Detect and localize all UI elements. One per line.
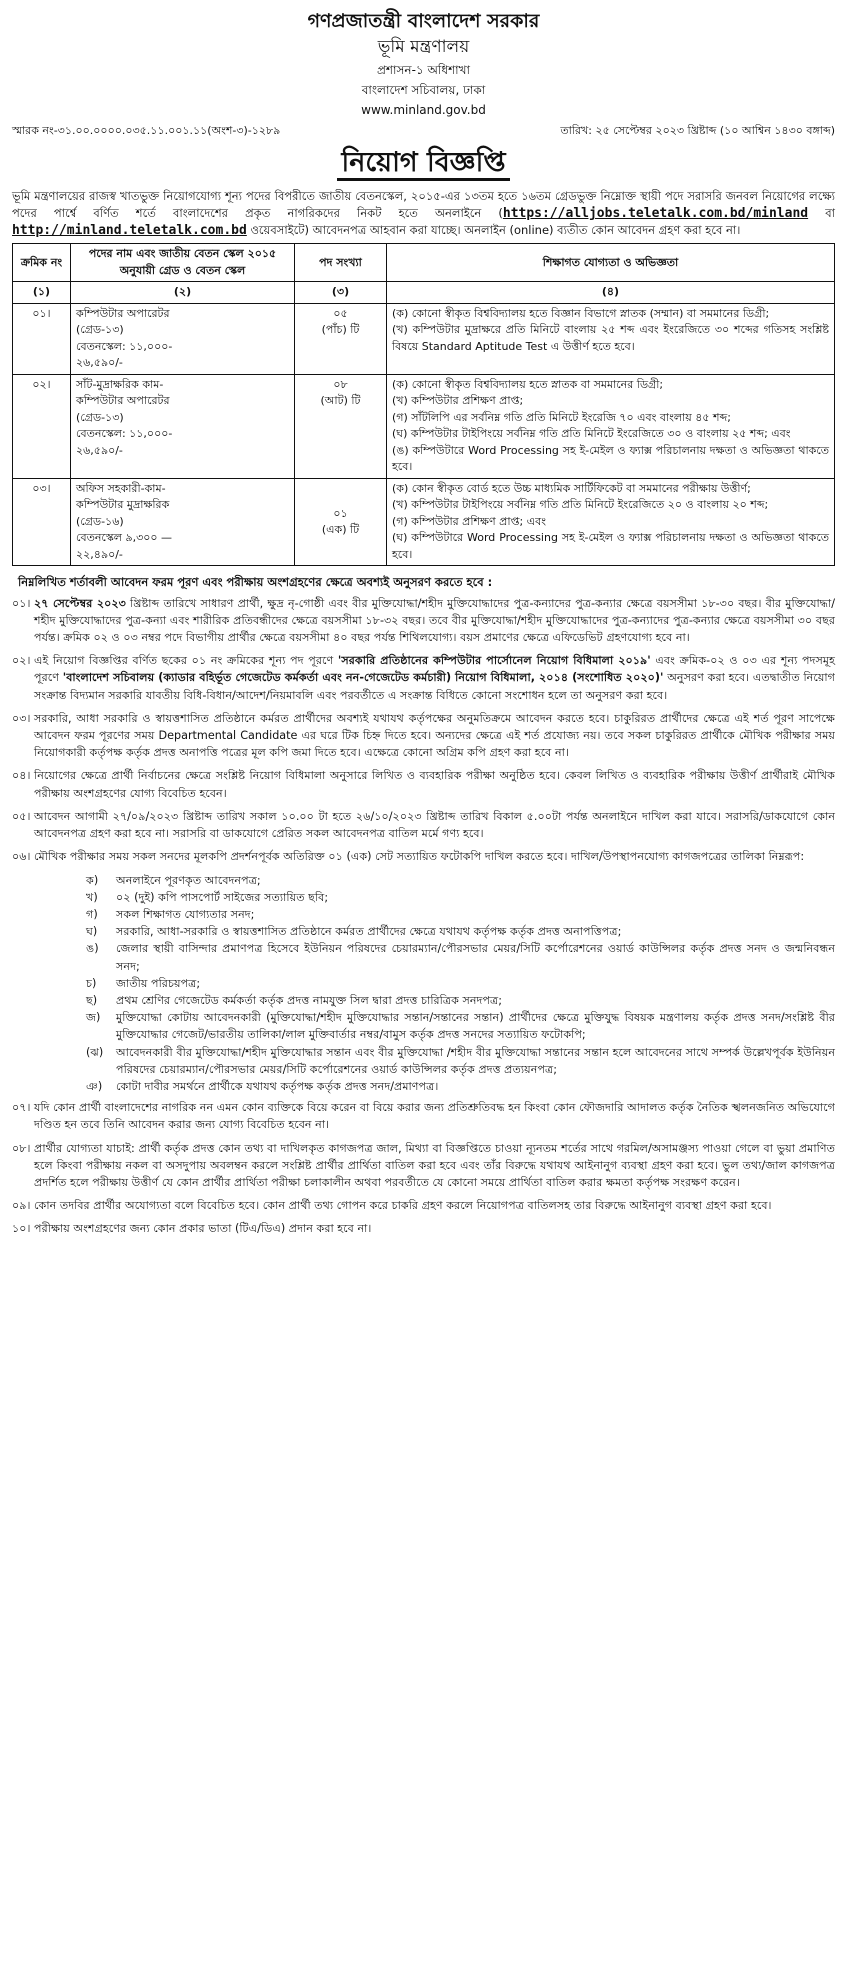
- condition-text: [34, 652, 835, 704]
- condition-number: ০৮।: [12, 1141, 31, 1155]
- condition-text: আবেদন আগামী ২৭/০৯/২০২৩ খ্রিষ্টাব্দ তারিখ সকাল ১০.০০ টা হতে ২৬/১০/২০২৩ খ্রিষ্টাব্দ তারিখ বিকাল ৫.০০টা পর্যন্ত অনলাইনে দাখিল করা যাবে। সরাসরি/ডাকযোগে কোন আবেদনপত্র গ্রহণ করা হবে না। সরাসরি বা ডাকযোগে প্রেরিত সকল আবেদনপত্র বাতিল মর্মে গণ্য হবে।: [34, 809, 835, 841]
- list-item-text: সরকারি, আধা-সরকারি ও স্বায়ত্তশাসিত প্রতিষ্ঠানে কর্মরত প্রার্থীদের ক্ষেত্রে যথাযথ কর্তৃপক্ষ কর্তৃক প্রদত্ত অনাপত্তিপত্র;: [116, 925, 622, 939]
- condition-text: সরকারি, আধা সরকারি ও স্বায়ত্তশাসিত প্রতিষ্ঠানে কর্মরত প্রার্থীদের অবশ্যই যথাযথ কর্তৃপক্ষের অনুমতিক্রমে আবেদন করতে হবে। চাকুরিরত প্রার্থীদের ক্ষেত্রে এই শর্ত পূরণ সাপেক্ষে আবেদন ফরম পূরণের সময় Departmental Candidate এর ঘরে টিক চিহ্ন দিতে হবে। অন্যদের ক্ষেত্রে এই শর্ত প্রযোজ্য নয়। তবে সকল চাকুরিরত প্রার্থীকে মৌখিক পরীক্ষার সময় নিয়োগকারী কর্তৃপক্ষ কর্তৃক প্রদত্ত অনাপত্তি পত্রের মূল কপি জমা দিতে হবে। এক্ষেত্রে কোনো অগ্রিম কপি গ্রহণ করা হবে না।: [34, 711, 835, 760]
- letterhead: [12, 8, 835, 120]
- document-checklist: [86, 872, 835, 1096]
- post-count: ০১: [333, 506, 348, 520]
- alljobs-link[interactable]: https://alljobs.teletalk.com.bd/minland: [502, 206, 809, 222]
- qualification-item: (গ) কম্পিউটার প্রশিক্ষণ প্রাপ্ত; এবং: [392, 514, 546, 528]
- condition-number: ০৪।: [12, 769, 31, 783]
- list-item: [86, 975, 835, 992]
- condition-text-body: এই নিয়োগ বিজ্ঞপ্তির বর্ণিত ছকের ০১ নং ক্রমিকের শূন্য পদ পূরণে: [34, 654, 338, 668]
- post-name-cell: [71, 374, 295, 478]
- condition-number: ০২।: [12, 654, 31, 668]
- list-item: [86, 992, 835, 1009]
- condition-item: [12, 848, 835, 865]
- ministry-name: ভূমি মন্ত্রণালয়: [377, 37, 470, 57]
- condition-text-body: এবং ক্রমিক-০২ ও ০৩ এর শূন্য পদসমূহ পূরণে: [34, 654, 835, 685]
- post-name-line: (গ্রেড-১৩): [76, 410, 124, 424]
- post-name-line: ২২,৪৯০/-: [76, 547, 123, 561]
- condition-item: [12, 652, 835, 704]
- post-count-cell: [295, 478, 387, 566]
- condition-emphasis: 'সরকারি প্রতিষ্ঠানের কম্পিউটার পার্সোনেল নিয়োগ বিধিমালা ২০১৯': [337, 654, 651, 668]
- column-number: (২): [71, 282, 295, 304]
- column-number: (৪): [387, 282, 835, 304]
- condition-number: ০৬।: [12, 850, 31, 864]
- condition-emphasis: ২৭ সেপ্টেম্বর ২০২৩: [34, 596, 126, 610]
- row-serial: ০২।: [13, 374, 71, 478]
- intro-paragraph: [12, 188, 835, 239]
- post-count-words: (আট) টি: [320, 394, 361, 408]
- post-name-line: কম্পিউটার অপারেটর: [76, 306, 170, 320]
- list-item-text: সকল শিক্ষাগত যোগ্যতার সনদ;: [116, 907, 255, 921]
- qualification-item: (ঘ) কম্পিউটার টাইপিংয়ে সর্বনিম্ন গতি প্রতি মিনিটে ইংরেজিতে ৩০ ও বাংলায় ২৫ শব্দ; এবং: [392, 427, 791, 441]
- list-item-text: কোটা দাবীর সমর্থনে প্রার্থীকে যথাযথ কর্তৃপক্ষ কর্তৃক প্রদত্ত সনদ/প্রমাণপত্র।: [116, 1079, 439, 1093]
- qualification-item: (ক) কোন স্বীকৃত বোর্ড হতে উচ্চ মাধ্যমিক সার্টিফিকেট বা সমমানের পরীক্ষায় উত্তীর্ণ;: [392, 481, 751, 495]
- condition-text: কোন তদবির প্রার্থীর অযোগ্যতা বলে বিবেচিত হবে। কোন প্রার্থী তথ্য গোপন করে চাকরি গ্রহণ করলে নিয়োগপত্র বাতিলসহ তার বিরুদ্ধে আইনানুগ ব্যবস্থা গ্রহণ করা হবে।: [34, 1199, 772, 1213]
- table-row: [13, 374, 835, 478]
- condition-text: [34, 595, 835, 647]
- post-name-line: বেতনস্কেল: ১১,০০০-: [76, 427, 173, 441]
- condition-number: ১০।: [12, 1222, 31, 1236]
- table-row: [13, 303, 835, 374]
- list-item-text: জাতীয় পরিচয়পত্র;: [116, 976, 201, 990]
- teletalk-link[interactable]: http://minland.teletalk.com.bd: [12, 223, 247, 239]
- list-item-key: ঙ): [86, 942, 99, 956]
- list-item-key: ঘ): [86, 925, 98, 939]
- intro-text-or: বা: [808, 206, 835, 221]
- list-item-key: (ঝ): [86, 1045, 104, 1059]
- list-item-text: অনলাইনে পূরণকৃত আবেদনপত্র;: [116, 873, 261, 887]
- list-item: [86, 872, 835, 889]
- row-serial: ০১।: [13, 303, 71, 374]
- condition-text: নিয়োগের ক্ষেত্রে প্রার্থী নির্বাচনের ক্ষেত্রে সংশ্লিষ্ট নিয়োগ বিধিমালা অনুসারে লিখিত ও ব্যবহারিক পরীক্ষা অনুষ্ঠিত হবে। কেবল লিখিত ও ব্যবহারিক পরীক্ষায় উত্তীর্ণ প্রার্থীরাই মৌখিক পরীক্ষায় অংশগ্রহণের যোগ্য বিবেচিত হবেন।: [34, 769, 835, 800]
- list-item: [86, 940, 835, 974]
- post-name-cell: [71, 478, 295, 566]
- qualification-item: (ঙ) কম্পিউটারে Word Processing সহ ই-মেইল ও ফ্যাক্স পরিচালনায় দক্ষতা ও অভিজ্ঞতা থাকতে হবে।: [392, 443, 829, 474]
- intro-text-start: ভূমি মন্ত্রণালয়ের রাজস্ব খাতভুক্ত নিয়োগযোগ্য শূন্য পদের বিপরীতে জাতীয় বেতনস্কেল, ২০১৫-এর ১৩তম হতে ১৬তম গ্রেডভুক্ত নিম্নোক্ত স্থায়ী পদে সরাসরি জনবল নিয়োগের লক্ষ্যে পদের পার্শ্বে বর্ণিত শর্তে বাংলাদেশের প্রকৃত নাগরিকদের নিকট হতে অনলাইনে (: [12, 189, 835, 221]
- list-item-text: আবেদনকারী বীর মুক্তিযোদ্ধা/শহীদ মুক্তিযোদ্ধার সন্তান এবং বীর মুক্তিযোদ্ধা /শহীদ বীর মুক্তিযোদ্ধা সন্তানের সন্তান হলে আবেদনের সাথে সম্পর্ক উল্লেখপূর্বক ইউনিয়ন পরিষদের চেয়ারম্যান/পৌরসভার মেয়র/সিটি কর্পোরেশনের ওয়ার্ড কাউন্সিলর কর্তৃক প্রদত্ত প্রত্যয়নপত্র;: [116, 1045, 835, 1076]
- qualification-cell: [387, 478, 835, 566]
- qualification-item: (ক) কোনো স্বীকৃত বিশ্ববিদ্যালয় হতে স্নাতক বা সমমানের ডিগ্রী;: [392, 377, 664, 391]
- condition-text: পরীক্ষায় অংশগ্রহণের জন্য কোন প্রকার ভাতা (টিএ/ডিএ) প্রদান করা হবে না।: [34, 1222, 372, 1236]
- list-item-text: জেলার স্থায়ী বাসিন্দার প্রমাণপত্র হিসেবে ইউনিয়ন পরিষদের চেয়ারম্যান/পৌরসভার মেয়র/সিটি কর্পোরেশনের ওয়ার্ড কাউন্সিলর কর্তৃক প্রদত্ত সনদ ও জন্মনিবন্ধন সনদ;: [116, 942, 835, 973]
- post-name-line: (গ্রেড-১৩): [76, 323, 124, 337]
- header-post-name: পদের নাম এবং জাতীয় বেতন স্কেল ২০১৫ অনুযায়ী গ্রেড ও বেতন স্কেল: [71, 244, 295, 282]
- condition-text-body: খ্রিষ্টাব্দ তারিখে সাধারণ প্রার্থী, ক্ষুদ্র নৃ-গোষ্ঠী এবং বীর মুক্তিযোদ্ধা/শহীদ মুক্তিযোদ্ধাদের পুত্র-কন্যাদের পুত্র-কন্যার ক্ষেত্রে বয়সসীমা ১৮-৩০ বছর। বীর মুক্তিযোদ্ধা/শহীদ মুক্তিযোদ্ধাদের পুত্র-কন্যা এবং শারীরিক প্রতিবন্ধীদের ক্ষেত্রে বয়সসীমা ১৮-৩২ বছর। তবে বীর মুক্তিযোদ্ধা/শহীদ মুক্তিযোদ্ধাদের পুত্র-কন্যাদের পুত্র-কন্যার ক্ষেত্রে বয়সসীমা ৩০ বছর পর্যন্ত। ক্রমিক ০২ ও ০৩ নম্বর পদে বিভাগীয় প্রার্থীর ক্ষেত্রে বয়সসীমা ৪০ বছর পর্যন্ত শিথিলযোগ্য। বয়স প্রমাণের ক্ষেত্রে এফিডেভিট গ্রহণযোগ্য হবে না।: [34, 596, 835, 645]
- list-item: [86, 1009, 835, 1043]
- condition-number: ০৭।: [12, 1101, 31, 1115]
- notice-title: [12, 144, 835, 182]
- post-name-line: ২৬,৫৯০/-: [76, 356, 123, 370]
- branch-name: প্রশাসন-১ অধিশাখা: [376, 63, 471, 77]
- list-item: [86, 1078, 835, 1095]
- qualification-item: (ঘ) কম্পিউটারে Word Processing সহ ই-মেইল ও ফ্যাক্স পরিচালনায় দক্ষতা ও অভিজ্ঞতা থাকতে হবে।: [392, 531, 829, 561]
- condition-item: [12, 710, 835, 762]
- condition-text: মৌখিক পরীক্ষার সময় সকল সনদের মূলকপি প্রদর্শনপূর্বক অতিরিক্ত ০১ (এক) সেট সত্যায়িত ফটোকপি দাখিল করতে হবে। দাখিল/উপস্থাপনযোগ্য কাগজপত্রের তালিকা নিম্নরূপ:: [34, 850, 805, 864]
- table-header-row: [13, 244, 835, 282]
- list-item: [86, 906, 835, 923]
- condition-text: প্রার্থীর যোগ্যতা যাচাই: প্রার্থী কর্তৃক প্রদত্ত কোন তথ্য বা দাখিলকৃত কাগজপত্র জাল, মিথ্যা বা বিজ্ঞপ্তিতে চাওয়া ন্যূনতম শর্তের সাথে গরমিল/অসামঞ্জস্য পাওয়া গেলে বা ভুয়া প্রমাণিত হলে কিংবা পরীক্ষায় নকল বা অসদুপায় অবলম্বন করলে সংশ্লিষ্ট প্রার্থীর প্রার্থিতা বাতিল করা হবে এবং তাঁর বিরুদ্ধে যথাযথ আইনানুগ ব্যবস্থা গ্রহণ করা হবে। ভুল তথ্য/জাল কাগজপত্র প্রদর্শিত হলে পরীক্ষায় উত্তীর্ণ যে কোন প্রার্থীর প্রার্থিতা পরীক্ষা চলাকালীন অথবা পরবর্তীতে যে কোনো সময়ে প্রার্থিতা বাতিল করার ক্ষমতা কর্তৃপক্ষ সংরক্ষণ করেন।: [34, 1141, 835, 1189]
- secretariat-name: বাংলাদেশ সচিবালয়, ঢাকা: [361, 83, 486, 97]
- list-item-key: ক): [86, 873, 99, 887]
- qualification-item: (গ) সাঁটলিপি এর সর্বনিম্ন গতি প্রতি মিনিটে ইংরেজি ৭০ এবং বাংলায় ৪৫ শব্দ;: [392, 410, 731, 424]
- post-name-line: অফিস সহকারী-কাম-: [76, 481, 166, 495]
- list-item: [86, 1044, 835, 1078]
- post-count-cell: [295, 303, 387, 374]
- post-name-line: বেতনস্কেল: ১১,০০০-: [76, 339, 173, 353]
- reference-row: [12, 122, 835, 140]
- row-serial: ০৩।: [13, 478, 71, 566]
- condition-item: [12, 1099, 835, 1133]
- qualification-item: (খ) কম্পিউটার টাইপিংয়ে সর্বনিম্ন গতি প্রতি মিনিটে ইংরেজিতে ২০ ও বাংলায় ২০ শব্দ;: [392, 498, 769, 512]
- condition-emphasis: 'বাংলাদেশ সচিবালয় (ক্যাডার বহির্ভূত গেজেটেড কর্মকর্তা এবং নন-গেজেটেড কর্মচারী) নিয়োগ বিধিমালা, ২০১৪ (সংশোধিত ২০২০)': [62, 671, 664, 685]
- post-count-words: (পাঁচ) টি: [321, 323, 360, 337]
- condition-item: [12, 1197, 835, 1214]
- post-count: ০৫: [333, 306, 348, 320]
- list-item-text: মুক্তিযোদ্ধা কোটায় আবেদনকারী (মুক্তিযোদ্ধা/শহীদ মুক্তিযোদ্ধার সন্তান/সন্তানের সন্তান) প্রার্থীদের ক্ষেত্রে মুক্তিযুদ্ধ বিষয়ক মন্ত্রণালয় কর্তৃক প্রদত্ত সনদ/সংশ্লিষ্ট বীর মুক্তিযোদ্ধার গেজেট/ভারতীয় তালিকা/লাল মুক্তিবার্তার নম্বর/বামুস কর্তৃক প্রদত্ত সনদের সত্যায়িত ফটোকপি;: [116, 1011, 835, 1042]
- post-name-line: বেতনস্কেল ৯,৩০০ —: [76, 531, 173, 545]
- list-item-text: প্রথম শ্রেণির গেজেটেড কর্মকর্তা কর্তৃক প্রদত্ত নামযুক্ত সিল দ্বারা প্রদত্ত চারিত্রিক সনদপত্র;: [116, 993, 503, 1007]
- condition-item: [12, 595, 835, 647]
- memo-number: স্মারক নং-৩১.০০.০০০০.০৩৫.১১.০০১.১১(অংশ-৩)-১২৮৯: [12, 124, 281, 137]
- post-count: ০৮: [333, 377, 348, 391]
- website-link[interactable]: www.minland.gov.bd: [361, 103, 486, 117]
- post-name-line: ২৬,৫৯০/-: [76, 443, 123, 457]
- list-item-key: ছ): [86, 993, 98, 1007]
- condition-text: যদি কোন প্রার্থী বাংলাদেশের নাগরিক নন এমন কোন ব্যক্তিকে বিয়ে করেন বা বিয়ে করার জন্য প্রতিশ্রুতিবদ্ধ হন কিংবা কোন ফৌজদারি আদালত কর্তৃক নৈতিক স্খলনজনিত অভিযোগে দণ্ডিত হন তবে তিনি আবেদন করার জন্য যোগ্য বিবেচিত হবেন না।: [34, 1101, 835, 1132]
- header-serial: ক্রমিক নং: [13, 244, 71, 282]
- column-number: (১): [13, 282, 71, 304]
- condition-item: [12, 1220, 835, 1237]
- condition-number: ০৯।: [12, 1199, 31, 1213]
- condition-text-body: অনুসরণ করা হবে। এতদ্বাতীত নিয়োগ সংক্রান্ত বিদ্যমান সরকারি যাবতীয় বিধি-বিধান/আদেশ/নিয়মাবলি এবং পরবর্তীতে এ সংক্রান্ত বিধিতে কোনো সংশোধন হলে তা অনুসরণ করা হবে।: [34, 671, 835, 702]
- post-name-cell: [71, 303, 295, 374]
- conditions-heading: নিম্নলিখিত শর্তাবলী আবেদন ফরম পূরণ এবং পরীক্ষায় অংশগ্রহণের ক্ষেত্রে অবশ্যই অনুসরণ করতে হবে :: [18, 575, 493, 590]
- qualification-cell: [387, 303, 835, 374]
- qualification-item: (খ) কম্পিউটার প্রশিক্ষণ প্রাপ্ত;: [392, 394, 524, 408]
- vacancy-table: [12, 243, 835, 566]
- column-number: (৩): [295, 282, 387, 304]
- post-name-line: কম্পিউটার মুদ্রাক্ষরিক: [76, 498, 170, 512]
- condition-number: ০৫।: [12, 809, 31, 823]
- condition-item: [12, 767, 835, 801]
- intro-text-end: ওয়েবসাইটে) আবেদনপত্র আহবান করা যাচ্ছে। অনলাইন (online) ব্যতীত কোন আবেদন গ্রহণ করা হবে না।: [246, 223, 741, 238]
- qualification-item: (খ) কম্পিউটার মুদ্রাক্ষরে প্রতি মিনিটে বাংলায় ২৫ শব্দ এবং ইংরেজিতে ৩০ শব্দের গতিসহ সংশ্লিষ্ট বিষয়ে Standard Aptitude Test এ উত্তীর্ণ হতে হবে।: [392, 323, 829, 353]
- table-row: [13, 478, 835, 566]
- post-count-words: (এক) টি: [321, 523, 360, 537]
- list-item-key: ঞ): [86, 1079, 103, 1093]
- post-name-line: কম্পিউটার অপারেটর: [76, 394, 170, 408]
- list-item-key: জ): [86, 1011, 101, 1025]
- condition-item: [12, 808, 835, 842]
- list-item: [86, 889, 835, 906]
- government-name: গণপ্রজাতন্ত্রী বাংলাদেশ সরকার: [307, 10, 540, 32]
- column-number-row: [13, 282, 835, 304]
- issue-date: তারিখ: ২৫ সেপ্টেম্বর ২০২৩ খ্রিষ্টাব্দ (১০ আশ্বিন ১৪৩০ বঙ্গাব্দ): [560, 124, 835, 137]
- notice-title-text: নিয়োগ বিজ্ঞপ্তি: [337, 147, 509, 181]
- qualification-cell: [387, 374, 835, 478]
- header-qualification: শিক্ষাগত যোগ্যতা ও অভিজ্ঞতা: [387, 244, 835, 282]
- list-item-text: ০২ (দুই) কপি পাসপোর্ট সাইজের সত্যায়িত ছবি;: [116, 890, 329, 904]
- list-item-key: চ): [86, 976, 97, 990]
- condition-number: ০৩।: [12, 711, 31, 725]
- list-item: [86, 923, 835, 940]
- post-name-line: সাঁট-মুদ্রাক্ষরিক কাম-: [76, 377, 164, 391]
- condition-item: [12, 1140, 835, 1192]
- condition-number: ০১।: [12, 596, 31, 610]
- list-item-key: গ): [86, 907, 98, 921]
- post-name-line: (গ্রেড-১৬): [76, 514, 124, 528]
- qualification-item: (ক) কোনো স্বীকৃত বিশ্ববিদ্যালয় হতে বিজ্ঞান বিভাগে স্নাতক (সম্মান) বা সমমানের ডিগ্রী;: [392, 306, 770, 320]
- list-item-key: খ): [86, 890, 98, 904]
- header-post-count: পদ সংখ্যা: [295, 244, 387, 282]
- post-count-cell: [295, 374, 387, 478]
